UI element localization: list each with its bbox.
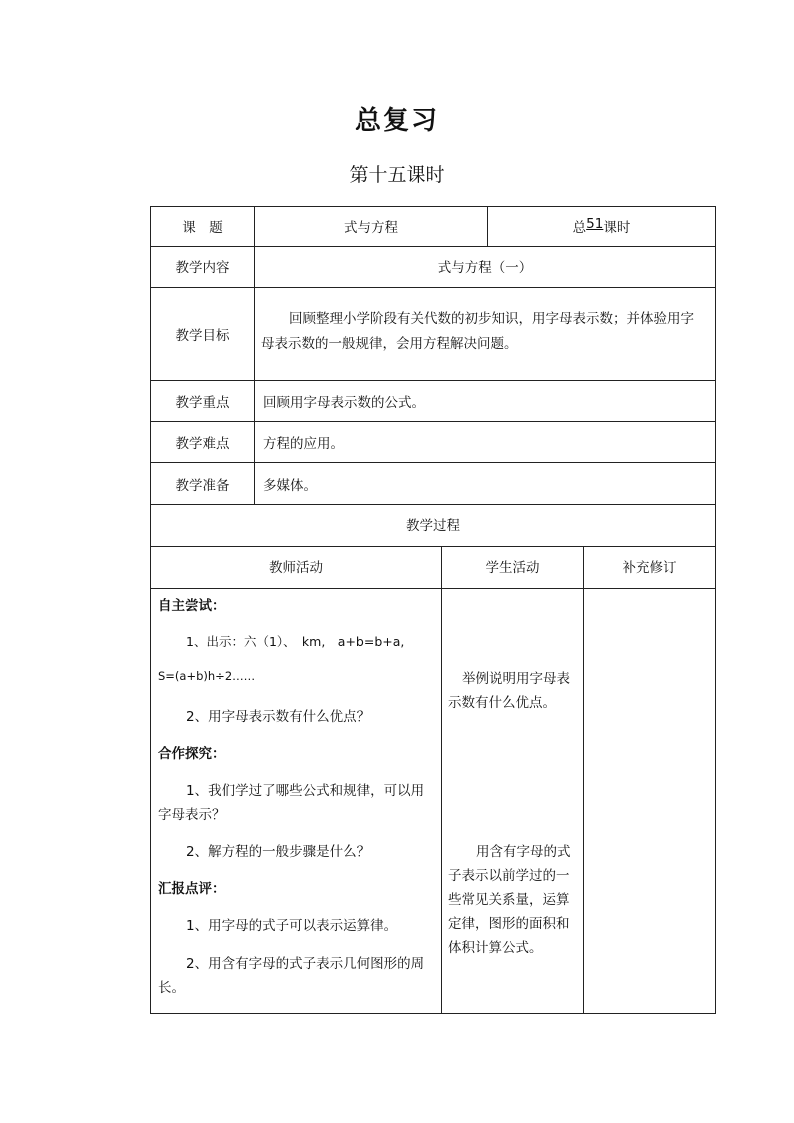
student-answer-2-line-1: 用含有字母的式 [476, 844, 571, 860]
revision-col-header: 补充修订 [622, 560, 677, 576]
section-self-try-heading: 自主尝试： [158, 598, 226, 614]
topic-value-cell [254, 206, 488, 247]
explore-item-1-line-1: 1、我们学过了哪些公式和规律，可以用 [186, 783, 425, 799]
content-value-cell [254, 246, 716, 288]
student-answer-2-line-3: 些常见关系量，运算 [448, 892, 570, 908]
student-answer-2-line-4: 定律，图形的面积和 [448, 916, 570, 932]
explore-item-1-line-2: 字母表示？ [158, 807, 226, 823]
self-try-item-1: 1、出示：六（1）、 km, a+b=b+a, [186, 634, 405, 649]
content-label-cell [150, 246, 255, 288]
teacher-activity-cell [150, 588, 442, 1014]
page-title: 总复习 [354, 106, 439, 136]
goal-value-cell [254, 287, 716, 381]
difficulty-label: 教学难点 [175, 436, 230, 452]
student-col-header: 学生活动 [485, 560, 540, 576]
prep-value: 多媒体。 [263, 477, 317, 494]
content-value: 式与方程（一） [437, 260, 533, 276]
goal-line-1: 回顾整理小学阶段有关代数的初步知识，用字母表示数；并体验用字 [289, 311, 694, 327]
teacher-col-header: 教师活动 [269, 560, 323, 576]
topic-label-cell [150, 206, 255, 247]
process-heading-cell [150, 504, 716, 547]
lesson-number: 第十五课时 [349, 164, 445, 186]
student-col-header-cell [441, 546, 584, 589]
self-try-item-1-cont: S=(a+b)h÷2…… [158, 669, 256, 683]
explore-item-2: 2、解方程的一般步骤是什么？ [186, 844, 371, 860]
revision-cell [583, 588, 716, 1014]
total-lessons-cell [487, 206, 716, 247]
self-try-item-2: 2、用字母表示数有什么优点？ [186, 709, 371, 725]
content-label: 教学内容 [175, 260, 230, 276]
key-label: 教学重点 [175, 395, 230, 411]
report-item-2-line-2: 长。 [158, 980, 185, 996]
key-value-cell [254, 380, 716, 422]
key-value: 回顾用字母表示数的公式。 [263, 395, 425, 411]
revision-col-header-cell [583, 546, 716, 589]
report-item-2-line-1: 2、用含有字母的式子表示几何图形的周 [186, 956, 425, 972]
total-number: 51 [586, 216, 604, 232]
student-answer-2-line-2: 子表示以前学过的一 [448, 868, 570, 884]
report-item-1: 1、用字母的式子可以表示运算律。 [186, 918, 398, 934]
prep-label: 教学准备 [175, 477, 230, 494]
goal-label: 教学目标 [175, 328, 230, 344]
section-explore-heading: 合作探究： [158, 746, 226, 762]
prep-label-cell [150, 462, 255, 505]
section-report-heading: 汇报点评： [158, 881, 226, 897]
student-answer-2-line-5: 体积计算公式。 [448, 940, 543, 956]
topic-label: 课 题 [182, 220, 223, 236]
difficulty-label-cell [150, 421, 255, 463]
total-suffix: 课时 [603, 220, 631, 236]
process-heading: 教学过程 [406, 518, 460, 534]
difficulty-value: 方程的应用。 [263, 436, 344, 452]
goal-label-cell [150, 287, 255, 381]
teacher-col-header-cell [150, 546, 442, 589]
goal-line-2: 母表示数的一般规律，会用方程解决问题。 [261, 336, 518, 352]
total-prefix: 总 [572, 220, 587, 236]
difficulty-value-cell [254, 421, 716, 463]
key-label-cell [150, 380, 255, 422]
student-answer-1-line-1: 举例说明用字母表 [462, 671, 570, 687]
student-answer-1-line-2: 示数有什么优点。 [448, 695, 556, 711]
topic-value: 式与方程 [344, 220, 398, 236]
prep-value-cell [254, 462, 716, 505]
